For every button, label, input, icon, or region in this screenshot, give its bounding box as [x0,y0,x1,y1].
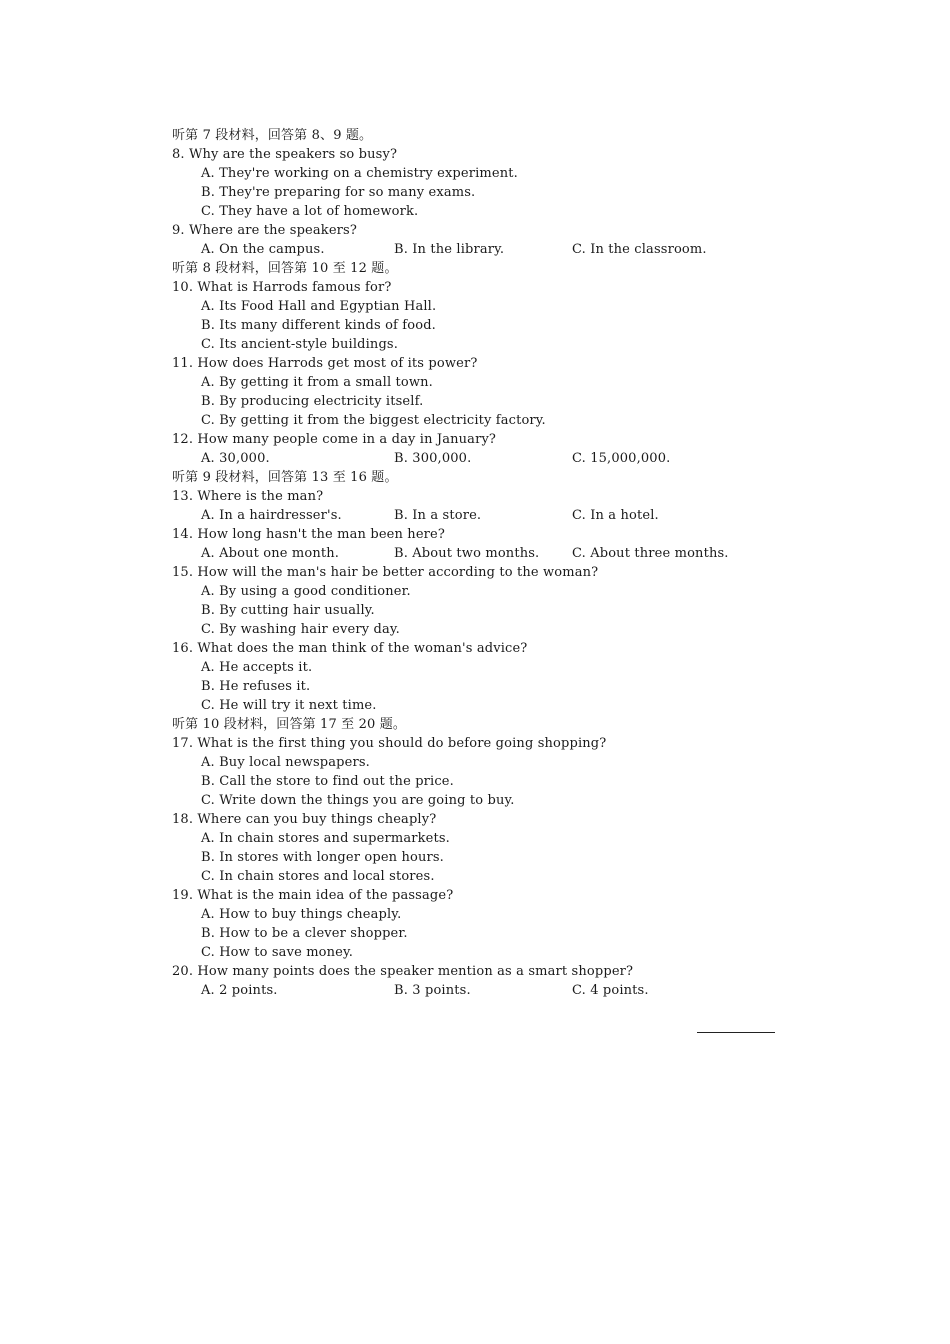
answer-option: B. 3 points. [394,983,471,998]
answer-option: A. Its Food Hall and Egyptian Hall. [201,299,437,314]
answer-option: B. About two months. [394,546,540,561]
options-row [172,506,792,525]
question-text: 9. Where are the speakers? [172,223,357,238]
answer-option: C. Its ancient-style buildings. [201,337,399,352]
question-text: 11. How does Harrods get most of its power? [172,356,478,371]
question-text: 16. What does the man think of the woman's advice? [172,641,528,656]
question-text: 10. What is Harrods famous for? [172,280,392,295]
answer-option: C. In chain stores and local stores. [201,869,435,884]
answer-option: A. How to buy things cheaply. [201,907,402,922]
answer-option: A. In a hairdresser's. [201,508,342,523]
answer-option: C. In a hotel. [572,508,659,523]
answer-option: C. By getting it from the biggest electricity factory. [201,413,546,428]
question-text: 14. How long hasn't the man been here? [172,527,445,542]
answer-option: C. In the classroom. [572,242,707,257]
question-text: 15. How will the man's hair be better according to the woman? [172,565,599,580]
section-heading: 听第 9 段材料，回答第 13 至 16 题。 [172,470,398,485]
question-text: 17. What is the first thing you should do before going shopping? [172,736,607,751]
answer-option: C. How to save money. [201,945,354,960]
answer-option: C. About three months. [572,546,729,561]
answer-option: C. 4 points. [572,983,649,998]
answer-option: B. By cutting hair usually. [201,603,375,618]
section-heading: 听第 8 段材料，回答第 10 至 12 题。 [172,261,398,276]
section-heading: 听第 7 段材料，回答第 8、9 题。 [172,128,373,143]
answer-option: C. They have a lot of homework. [201,204,419,219]
answer-option: C. He will try it next time. [201,698,377,713]
section-heading: 听第 10 段材料，回答第 17 至 20 题。 [172,717,407,732]
answer-option: A. He accepts it. [201,660,313,675]
answer-option: B. They're preparing for so many exams. [201,185,476,200]
answer-option: A. 2 points. [201,983,278,998]
answer-option: A. By getting it from a small town. [201,375,433,390]
listening-section [172,126,792,1000]
answer-option: A. In chain stores and supermarkets. [201,831,450,846]
options-row [172,544,792,563]
question-text: 20. How many points does the speaker mention as a smart shopper? [172,964,634,979]
answer-option: A. By using a good conditioner. [201,584,411,599]
answer-option: C. 15,000,000. [572,451,671,466]
options-row [172,981,792,1000]
answer-option: B. He refuses it. [201,679,311,694]
answer-option: C. By washing hair every day. [201,622,400,637]
answer-option: C. Write down the things you are going to buy. [201,793,515,808]
answer-option: A. They're working on a chemistry experiment. [201,166,518,181]
options-row [172,240,792,259]
answer-option: A. 30,000. [201,451,270,466]
footer-rule [697,1032,775,1033]
answer-option: A. About one month. [201,546,340,561]
answer-option: B. In the library. [394,242,505,257]
answer-option: A. On the campus. [201,242,325,257]
answer-option: B. In a store. [394,508,482,523]
question-text: 19. What is the main idea of the passage? [172,888,454,903]
answer-option: A. Buy local newspapers. [201,755,370,770]
answer-option: B. Its many different kinds of food. [201,318,436,333]
question-text: 18. Where can you buy things cheaply? [172,812,437,827]
options-row [172,449,792,468]
answer-option: B. 300,000. [394,451,472,466]
answer-option: B. How to be a clever shopper. [201,926,408,941]
question-text: 12. How many people come in a day in January? [172,432,497,447]
question-text: 8. Why are the speakers so busy? [172,147,398,162]
answer-option: B. Call the store to find out the price. [201,774,454,789]
answer-option: B. By producing electricity itself. [201,394,424,409]
answer-option: B. In stores with longer open hours. [201,850,444,865]
question-text: 13. Where is the man? [172,489,324,504]
